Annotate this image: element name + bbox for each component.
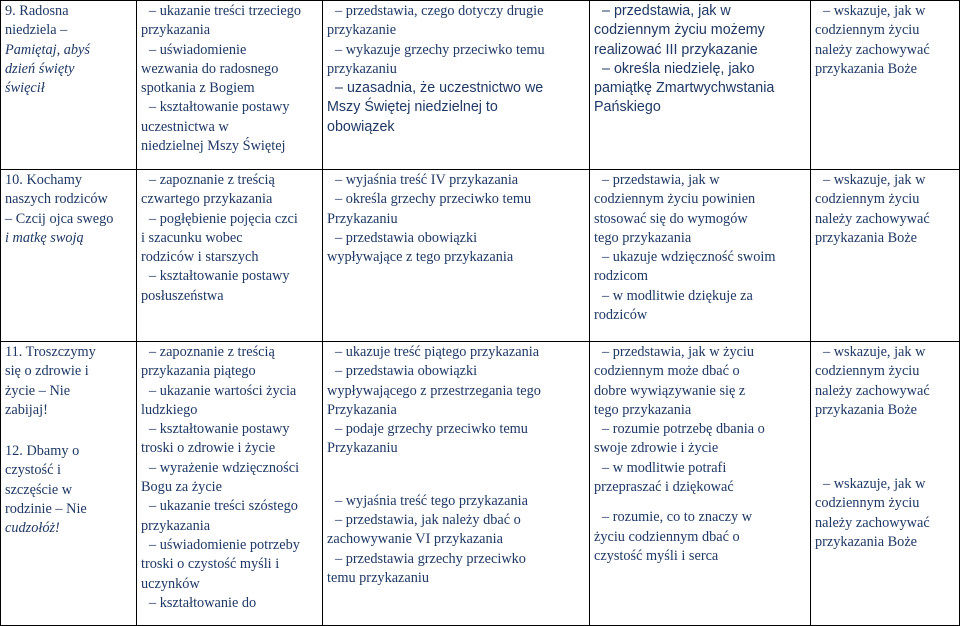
- cell-line: – kształtowanie postawy: [141, 420, 319, 439]
- cell-line: rodziców i starszych: [141, 249, 259, 266]
- cell-line: rodziców: [594, 307, 648, 324]
- topic-cell: [1, 342, 137, 626]
- cell-line: – przedstawia obowiązki: [327, 362, 586, 381]
- cell-line: Przykazania: [327, 401, 397, 418]
- cell-line: – zapoznanie z treścią: [141, 171, 319, 190]
- content-cell: [137, 170, 323, 342]
- cell-line: – wyrażenie wdzięczności: [141, 459, 319, 478]
- lesson-title-line: cudzołóż!: [5, 520, 60, 537]
- cell-line: – w modlitwie potrafi: [594, 459, 807, 478]
- cell-line: – przedstawia, jak w życiu: [594, 343, 807, 362]
- content-cell: [137, 1, 323, 170]
- cell-line: – przedstawia obowiązki: [327, 229, 586, 248]
- spacer: [5, 420, 133, 431]
- cell-line: codziennym życiu: [815, 22, 920, 39]
- cell-line: pamiątkę Zmartwychwstania: [594, 80, 775, 97]
- cell-line: tego przykazania: [594, 229, 692, 246]
- cell-line: przykazania piątego: [141, 363, 256, 380]
- cell-line: Przykazaniu: [327, 440, 398, 457]
- cell-line: – wykazuje grzechy przeciwko temu: [327, 41, 586, 60]
- cell-line: – określa grzechy przeciwko temu: [327, 190, 586, 209]
- cell-line: – uświadomienie potrzeby: [141, 536, 319, 555]
- cell-line: – uświadomienie: [141, 41, 319, 60]
- cell-line: Pańskiego: [594, 99, 661, 116]
- topic-cell: [1, 1, 137, 170]
- cell-line: – podaje grzechy przeciwko temu: [327, 420, 586, 439]
- cell-line: – wyjaśnia treść IV przykazania: [327, 171, 586, 190]
- cell-line: należy zachowywać: [815, 41, 930, 58]
- cell-line: stosować się do wymogów: [594, 210, 748, 227]
- cell-line: codziennym życiu powinien: [594, 191, 756, 208]
- topic-cell: [1, 170, 137, 342]
- cell-line: – kształtowanie postawy: [141, 267, 319, 286]
- cell-line: – przedstawia, czego dotyczy drugie: [327, 2, 586, 21]
- skills-cell: [590, 170, 811, 342]
- cell-line: – zapoznanie z treścią: [141, 343, 319, 362]
- cell-line: codziennym życiu: [815, 191, 920, 208]
- lesson-title-line: naszych rodziców: [5, 191, 108, 208]
- lesson-title-line: święcił: [5, 80, 45, 97]
- cell-line: – pogłębienie pojęcia czci: [141, 210, 319, 229]
- cell-line: ludzkiego: [141, 401, 198, 418]
- cell-line: – wskazuje, jak w: [815, 475, 956, 494]
- cell-line: codziennym życiu: [815, 363, 920, 380]
- lesson-title-line: szczęście w: [5, 481, 73, 498]
- knowledge-cell: [323, 170, 590, 342]
- spacer: [327, 459, 586, 470]
- lesson-title-line: Pamiętaj, abyś: [5, 41, 90, 58]
- lesson-title-line: – Czcij ojca swego: [5, 210, 114, 227]
- cell-line: – przedstawia, jak w: [594, 2, 807, 21]
- lesson-title-line: czystość i: [5, 462, 61, 479]
- cell-line: przykazania Boże: [815, 229, 918, 246]
- cell-line: – przedstawia, jak w: [594, 171, 807, 190]
- cell-line: codziennym życiu możemy: [594, 22, 765, 39]
- skills-cell: [590, 1, 811, 170]
- cell-line: przykazanie: [327, 22, 397, 39]
- cell-line: codziennym życiu: [815, 495, 920, 512]
- cell-line: zachowywanie VI przykazania: [327, 531, 503, 548]
- cell-line: – ukazanie treści trzeciego: [141, 2, 319, 21]
- cell-line: przykazania Boże: [815, 401, 918, 418]
- spacer: [594, 497, 807, 508]
- cell-line: uczestnictwa w: [141, 118, 229, 135]
- cell-line: – ukazuje treść piątego przykazania: [327, 343, 586, 362]
- lesson-title-line: się o zdrowie i: [5, 363, 89, 380]
- cell-line: należy zachowywać: [815, 210, 930, 227]
- cell-line: realizować III przykazanie: [594, 41, 758, 58]
- cell-line: – przedstawia grzechy przeciwko: [327, 550, 586, 569]
- cell-line: tego przykazania: [594, 401, 692, 418]
- lesson-title-line: rodzinie – Nie: [5, 501, 87, 518]
- cell-line: troski o zdrowie i życie: [141, 440, 276, 457]
- lesson-number-title: 11. Troszczymy: [5, 344, 96, 360]
- attitudes-cell: [811, 342, 960, 626]
- cell-line: wypływające z tego przykazania: [327, 249, 514, 266]
- cell-line: przepraszać i dziękować: [594, 479, 734, 496]
- lesson-number-title: 9. Radosna: [5, 3, 69, 19]
- cell-line: przykazania: [141, 517, 211, 534]
- knowledge-cell: [323, 1, 590, 170]
- cell-line: obowiązek: [327, 118, 395, 135]
- spacer: [815, 453, 956, 464]
- cell-line: – w modlitwie dziękuje za: [594, 287, 807, 306]
- cell-line: i szacunku wobec: [141, 229, 243, 246]
- cell-line: swoje zdrowie i życie: [594, 440, 719, 457]
- lesson-number-title: 12. Dbamy o: [5, 443, 80, 460]
- cell-line: przykazania Boże: [815, 534, 918, 551]
- lesson-title-line: zabijaj!: [5, 401, 48, 418]
- cell-line: niedzielnej Mszy Świętej: [141, 138, 286, 155]
- cell-line: – wyjaśnia treść tego przykazania: [327, 492, 586, 511]
- cell-line: dobre wywiązywanie się z: [594, 382, 746, 399]
- cell-line: Przykazaniu: [327, 210, 398, 227]
- cell-line: przykazaniu: [327, 60, 397, 77]
- cell-line: spotkania z Bogiem: [141, 80, 255, 97]
- cell-line: wezwania do radosnego: [141, 60, 279, 77]
- cell-line: – ukazuje wdzięczność swoim: [594, 248, 807, 267]
- spacer: [815, 464, 956, 475]
- lesson-title-line: i matkę swoją: [5, 229, 84, 246]
- spacer: [327, 481, 586, 492]
- cell-line: – wskazuje, jak w: [815, 2, 956, 21]
- cell-line: należy zachowywać: [815, 382, 930, 399]
- cell-line: – rozumie potrzebę dbania o: [594, 420, 807, 439]
- cell-line: przykazania: [141, 22, 211, 39]
- attitudes-cell: [811, 1, 960, 170]
- cell-line: – ukazanie wartości życia: [141, 382, 319, 401]
- content-cell: [137, 342, 323, 626]
- cell-line: Bogu za życie: [141, 479, 222, 496]
- cell-line: należy zachowywać: [815, 514, 930, 531]
- table-row: [1, 1, 960, 170]
- cell-line: – uzasadnia, że uczestnictwo we: [327, 79, 586, 98]
- cell-line: – ukazanie treści szóstego: [141, 497, 319, 516]
- cell-line: – rozumie, co to znaczy w: [594, 508, 807, 527]
- cell-line: uczynków: [141, 575, 200, 592]
- lesson-title-line: życie – Nie: [5, 382, 71, 399]
- cell-line: – określa niedzielę, jako: [594, 60, 807, 79]
- cell-line: przykazania Boże: [815, 60, 918, 77]
- cell-line: – wskazuje, jak w: [815, 171, 956, 190]
- skills-cell: [590, 342, 811, 626]
- cell-line: czwartego przykazania: [141, 191, 273, 208]
- cell-line: Mszy Świętej niedzielnej to: [327, 99, 498, 116]
- table-row: [1, 342, 960, 626]
- knowledge-cell: [323, 342, 590, 626]
- lesson-title-line: dzień święty: [5, 60, 75, 77]
- cell-line: troski o czystość myśli i: [141, 556, 280, 573]
- spacer: [327, 470, 586, 481]
- cell-line: rodzicom: [594, 268, 648, 285]
- spacer: [815, 431, 956, 442]
- table-row: [1, 170, 960, 342]
- cell-line: – kształtowanie postawy: [141, 98, 319, 117]
- cell-line: codziennym może dbać o: [594, 363, 740, 380]
- cell-line: – wskazuje, jak w: [815, 343, 956, 362]
- cell-line: wypływającego z przestrzegania tego: [327, 382, 541, 399]
- spacer: [815, 442, 956, 453]
- lesson-title-line: niedziela –: [5, 22, 68, 39]
- cell-line: – kształtowanie do: [141, 594, 319, 613]
- cell-line: – przedstawia, jak należy dbać o: [327, 511, 586, 530]
- cell-line: posłuszeństwa: [141, 287, 224, 304]
- lesson-number-title: 10. Kochamy: [5, 172, 83, 188]
- cell-line: czystość myśli i serca: [594, 547, 719, 564]
- attitudes-cell: [811, 170, 960, 342]
- cell-line: temu przykazaniu: [327, 569, 430, 586]
- spacer: [5, 431, 133, 442]
- cell-line: życiu codziennym dbać o: [594, 528, 740, 545]
- spacer: [815, 420, 956, 431]
